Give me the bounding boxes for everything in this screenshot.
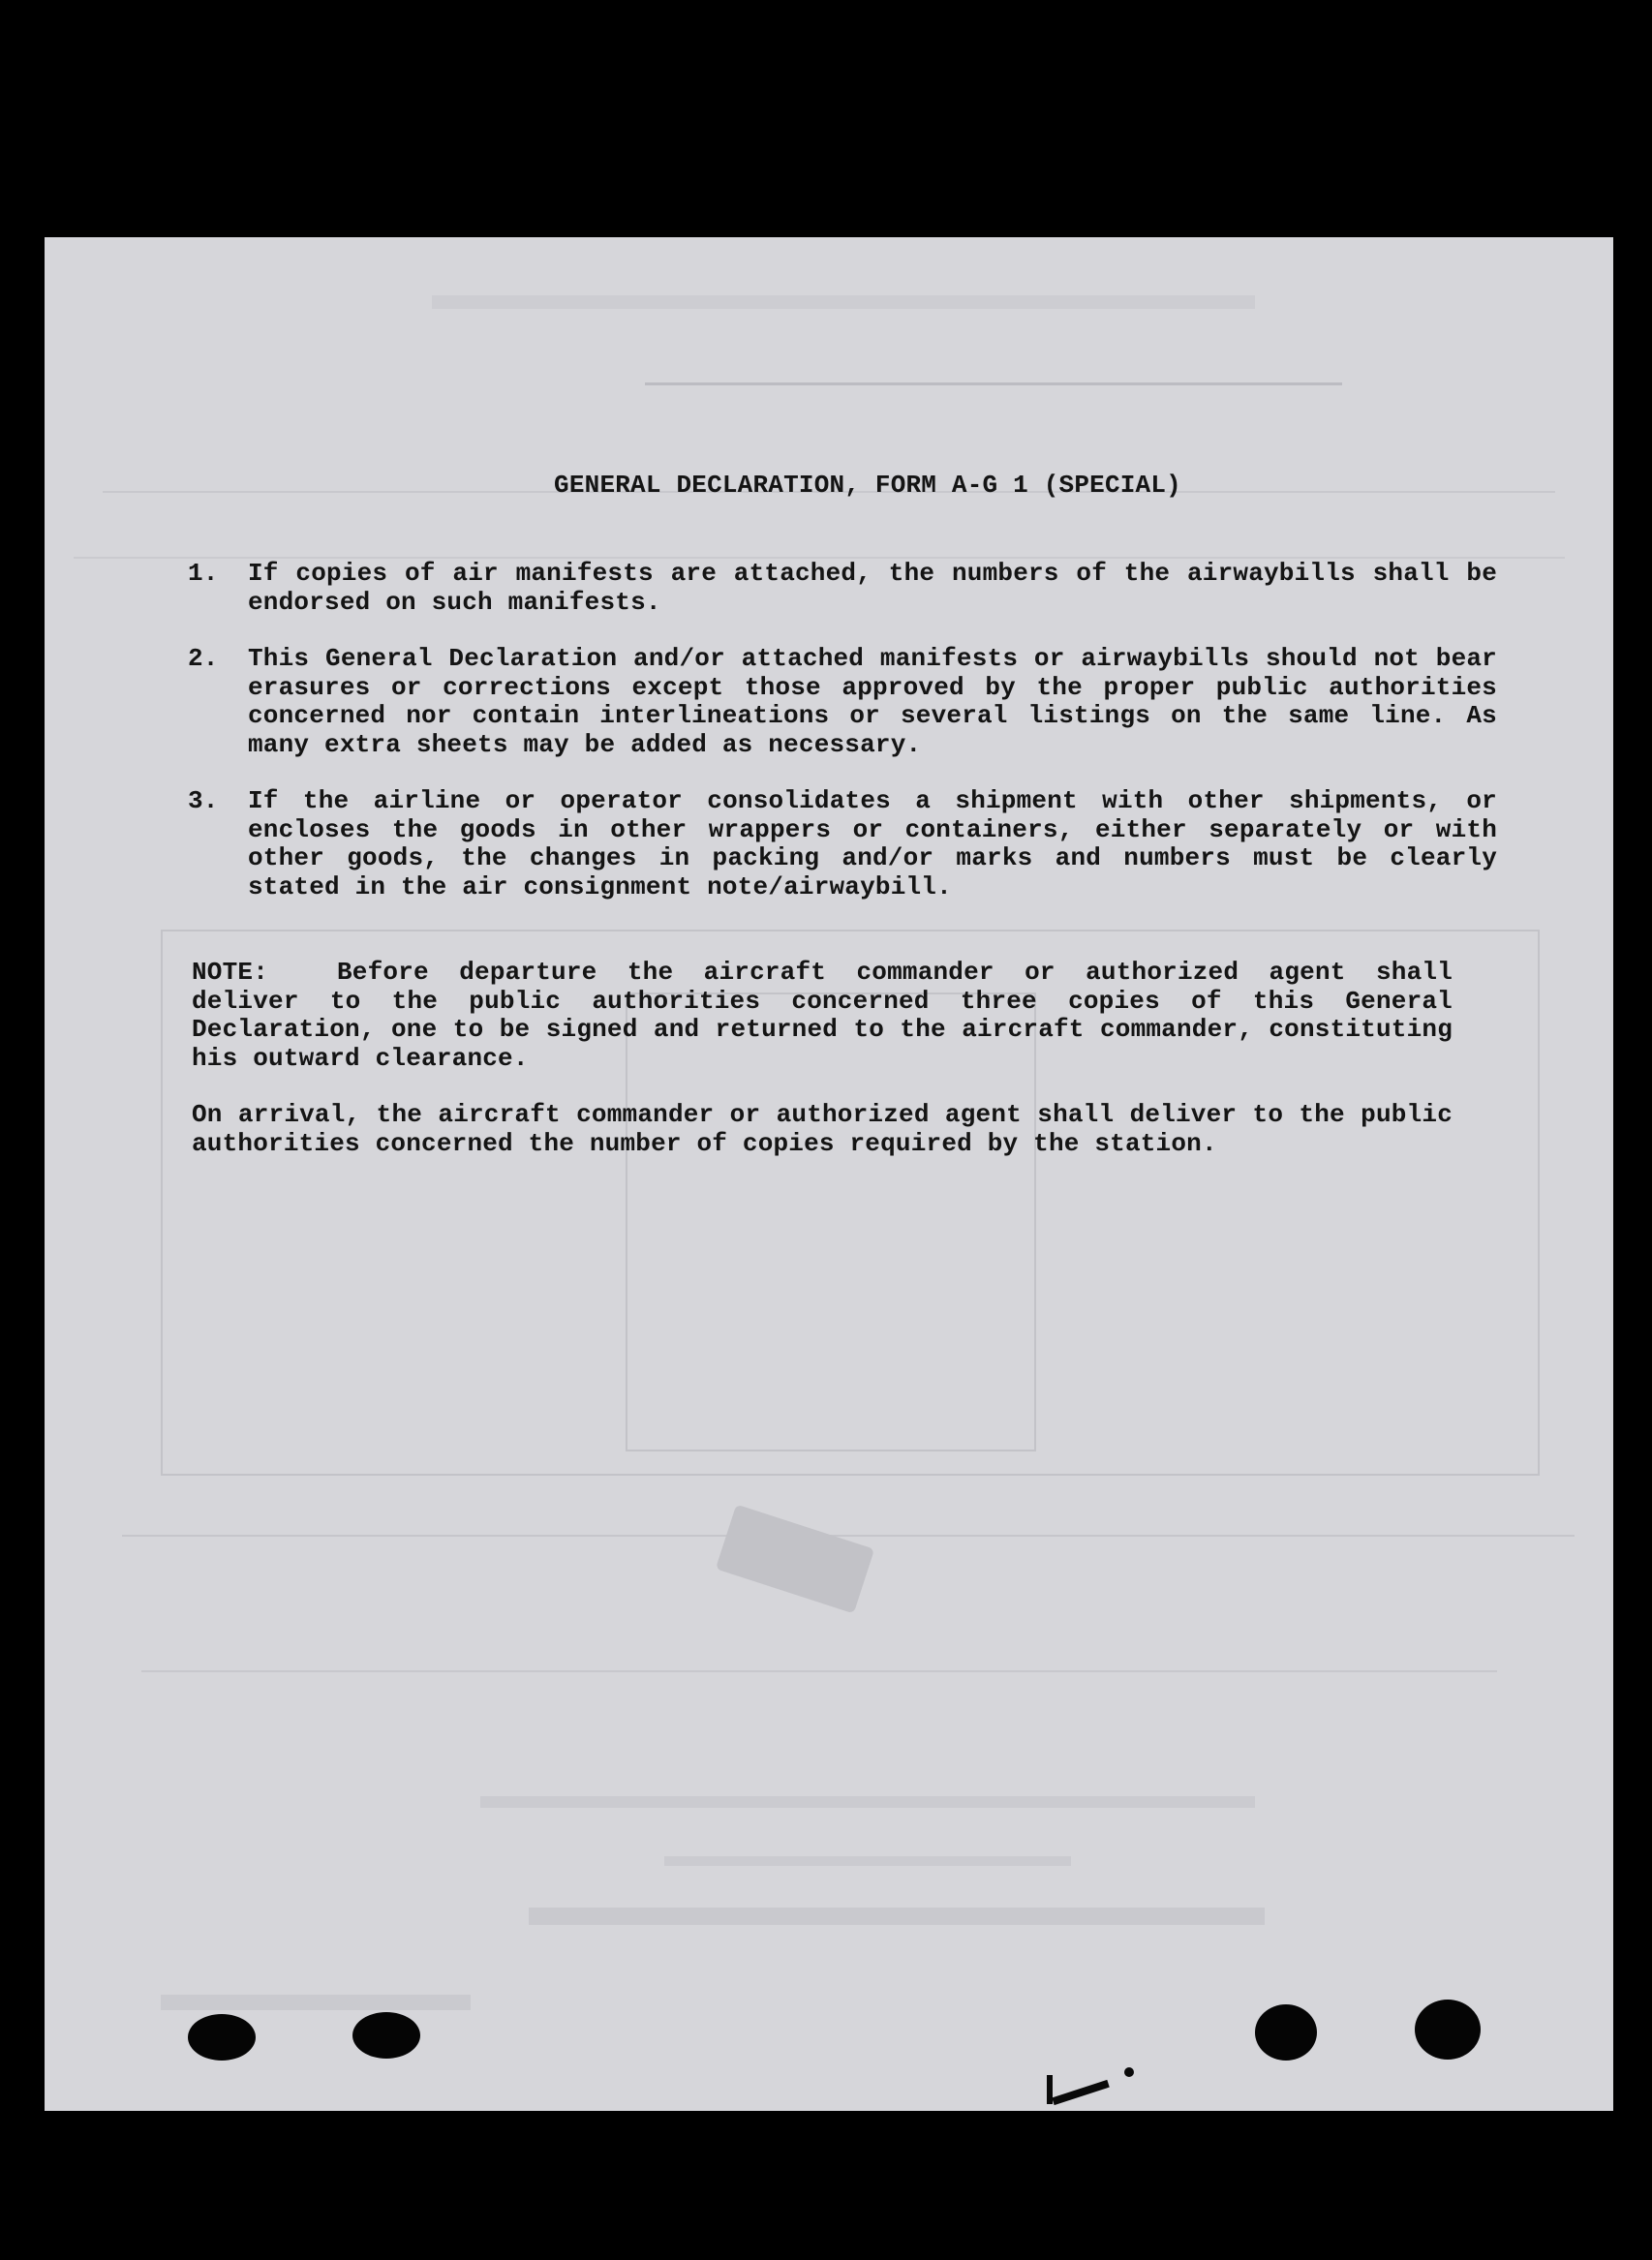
item-number: 3. — [188, 786, 219, 815]
item-text: If the airline or operator consolidates a shipment with other shipments, or encloses the goods in other wrappers or containers, either separately or with other goods, the changes in packing and/or marks and numbers must be clearly stated in the air consignment note/airwaybill. — [248, 786, 1497, 901]
instruction-list — [188, 560, 1497, 930]
punch-hole — [352, 2012, 420, 2059]
bleed-through-stamp — [716, 1505, 874, 1614]
list-item — [188, 787, 1497, 901]
item-number: 2. — [188, 644, 219, 673]
bleed-through-line — [141, 1670, 1497, 1672]
note-paragraph — [192, 959, 1453, 1073]
bleed-through-line — [161, 1995, 471, 2010]
punch-hole — [1255, 2004, 1317, 2061]
item-number: 1. — [188, 559, 219, 588]
item-text: If copies of air manifests are attached, the numbers of the airwaybills shall be endorsed on such manifests. — [248, 559, 1497, 617]
punch-hole — [1415, 2000, 1481, 2060]
bleed-through-line — [664, 1856, 1071, 1866]
bleed-through-line — [432, 295, 1255, 309]
punch-hole — [188, 2014, 256, 2061]
arrival-paragraph: On arrival, the aircraft commander or authorized agent shall deliver to the public authorities concerned the number of copies required by the station. — [192, 1100, 1453, 1158]
bleed-through-line — [529, 1908, 1265, 1925]
bleed-through-line — [480, 1796, 1255, 1808]
list-item — [188, 560, 1497, 617]
note-section — [192, 959, 1453, 1186]
document-sheet — [45, 237, 1613, 2111]
item-text: This General Declaration and/or attached manifests or airwaybills should not bear erasures or corrections except those approved by the proper public authorities concerned nor contain interlineations or several listings on the same line. As many extra sheets may be added as necessary. — [248, 644, 1497, 759]
list-item — [188, 645, 1497, 759]
note-text: Before departure the aircraft commander or authorized agent shall deliver to the public authorities concerned three copies of this General Declaration, one to be signed and returned to the aircraft commander, constituting his outward clearance. — [192, 958, 1453, 1073]
note-label: NOTE: — [192, 958, 269, 987]
edge-mark — [1124, 2067, 1134, 2077]
edge-mark — [1052, 2080, 1110, 2105]
bleed-through-line — [645, 382, 1342, 385]
document-title: GENERAL DECLARATION, FORM A-G 1 (SPECIAL) — [554, 471, 1181, 500]
bleed-through-line — [122, 1535, 1575, 1537]
